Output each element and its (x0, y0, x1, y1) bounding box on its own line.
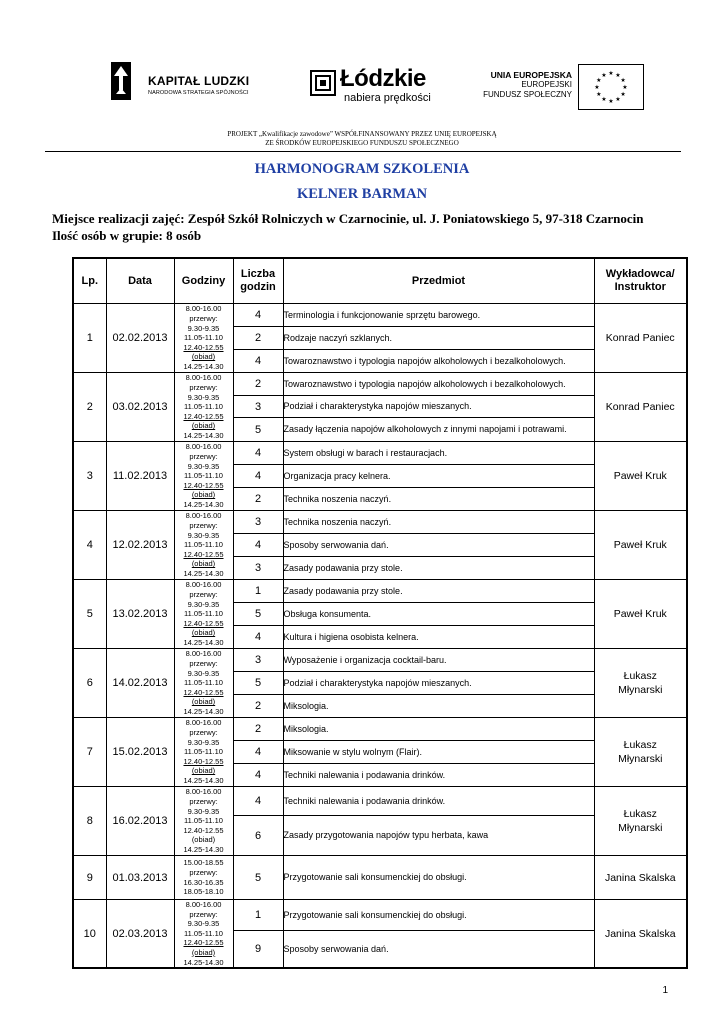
header-wykladowca (594, 258, 687, 304)
cell-subject: Towaroznawstwo i typologia napojów alkoholowych i bezalkoholowych. (283, 350, 594, 373)
kapital-ludzki-name: KAPITAŁ LUDZKI (148, 74, 250, 88)
cell-lp: 8 (73, 787, 106, 856)
page-number: 1 (662, 985, 668, 996)
cell-date: 02.03.2013 (106, 900, 174, 969)
eu-star-icon: ★ (615, 72, 621, 79)
hours-line: 16.30-16.35 (183, 877, 224, 887)
cell-hour-count: 6 (233, 816, 283, 856)
cell-subject: Zasady przygotowania napojów typu herbata, kawa (283, 816, 594, 856)
lodzkie-mark-icon (310, 70, 336, 96)
cell-hour-count: 4 (233, 442, 283, 465)
cell-lp: 5 (73, 580, 106, 649)
cell-hour-count: 3 (233, 511, 283, 534)
eu-line-2: EUROPEJSKI (521, 80, 572, 89)
cell-hour-count: 2 (233, 695, 283, 718)
instructor-name-line: Łukasz (623, 808, 657, 820)
cell-subject: Terminologia i funkcjonowanie sprzętu barowego. (283, 304, 594, 327)
cell-subject: Przygotowanie sali konsumenckiej do obsługi. (283, 856, 594, 900)
hours-line: przerwy: (189, 797, 218, 807)
hours-line: 12.40-12.55 (183, 480, 224, 490)
cell-lp: 9 (73, 856, 106, 900)
cell-subject: Obsługa konsumenta. (283, 603, 594, 626)
cell-hours (174, 511, 233, 580)
eu-line-1: UNIA EUROPEJSKA (490, 70, 572, 80)
table-row (73, 900, 687, 931)
hours-line: (obiad) (191, 421, 216, 431)
cell-subject: Podział i charakterystyka napojów mieszanych. (283, 396, 594, 418)
cell-hour-count: 5 (233, 672, 283, 695)
instructor-name-line: Konrad Paniec (605, 332, 675, 344)
hours-line: 9.30-9.35 (187, 392, 220, 402)
cell-subject: Sposoby serwowania dań. (283, 534, 594, 557)
cell-subject: Miksowanie w stylu wolnym (Flair). (283, 741, 594, 764)
cell-subject: Zasady podawania przy stole. (283, 580, 594, 603)
cell-lp: 1 (73, 304, 106, 373)
hours-line: 9.30-9.35 (187, 668, 220, 678)
cell-hour-count: 5 (233, 856, 283, 900)
hours-line: 8.00-16.00 (185, 304, 222, 314)
hours-line: 9.30-9.35 (187, 919, 220, 929)
cell-subject: Kultura i higiena osobista kelnera. (283, 626, 594, 649)
cell-hour-count: 5 (233, 418, 283, 442)
lodzkie-tagline: nabiera prędkości (344, 92, 431, 104)
cell-hour-count: 2 (233, 373, 283, 396)
hours-line: 12.40-12.55 (183, 411, 224, 421)
header-wykladowca-line-2: Instruktor (614, 281, 666, 293)
eu-star-icon: ★ (601, 72, 607, 79)
cell-hours (174, 649, 233, 718)
cell-hour-count: 4 (233, 626, 283, 649)
cell-hour-count: 5 (233, 603, 283, 626)
header-liczba-godzin (233, 258, 283, 304)
cell-hour-count: 4 (233, 534, 283, 557)
hours-line: 14.25-14.30 (183, 706, 224, 716)
cell-date: 14.02.2013 (106, 649, 174, 718)
instructor-name-line: Janina Skalska (604, 871, 676, 884)
eu-star-icon: ★ (608, 99, 614, 105)
eu-line-3: FUNDUSZ SPOŁECZNY (483, 90, 572, 99)
cell-instructor (594, 511, 687, 580)
cell-hours (174, 442, 233, 511)
page-title: HARMONOGRAM SZKOLENIA (254, 161, 470, 177)
hours-line: 8.00-16.00 (185, 442, 222, 452)
cell-date: 03.02.2013 (106, 373, 174, 442)
kapital-ludzki-symbol-icon (108, 60, 134, 102)
hours-line: 12.40-12.55 (183, 825, 224, 835)
cell-instructor (594, 856, 687, 900)
hours-line: 14.25-14.30 (183, 361, 224, 371)
cell-hour-count: 4 (233, 304, 283, 327)
eu-star-icon: ★ (620, 78, 626, 84)
hours-line: przerwy: (189, 909, 218, 919)
cell-subject: Technika noszenia naczyń. (283, 488, 594, 511)
hours-line: 9.30-9.35 (187, 323, 220, 333)
hours-line: 14.25-14.30 (183, 775, 224, 785)
hours-line: 12.40-12.55 (183, 687, 224, 697)
logo-bar (0, 52, 724, 114)
cell-hour-count: 2 (233, 488, 283, 511)
hours-line: 9.30-9.35 (187, 461, 220, 471)
table-header-row (73, 258, 687, 304)
hours-line: przerwy: (189, 659, 218, 669)
hours-line: (obiad) (191, 835, 216, 845)
kapital-ludzki-logo (90, 52, 290, 114)
cell-subject: Rodzaje naczyń szklanych. (283, 327, 594, 350)
cell-subject: Techniki nalewania i podawania drinków. (283, 764, 594, 787)
hours-line: 8.00-16.00 (185, 373, 222, 383)
hours-line: 14.25-14.30 (183, 844, 224, 854)
hours-line: 8.00-16.00 (185, 511, 222, 521)
cell-lp: 2 (73, 373, 106, 442)
hours-line: 8.00-16.00 (185, 580, 222, 590)
instructor-name-line: Paweł Kruk (613, 470, 667, 482)
hours-line: 11.05-11.10 (184, 333, 223, 343)
cell-hours (174, 856, 233, 900)
hours-line: 14.25-14.30 (183, 499, 224, 509)
hours-line: 8.00-16.00 (185, 900, 222, 909)
schedule-table (72, 257, 688, 969)
eu-flag-icon (578, 64, 644, 110)
header-lp: Lp. (73, 258, 106, 304)
hours-line: 12.40-12.55 (183, 756, 224, 766)
hours-line: przerwy: (189, 521, 218, 531)
eu-star-icon: ★ (596, 78, 602, 84)
cell-lp: 10 (73, 900, 106, 969)
hours-line: (obiad) (191, 628, 216, 638)
cell-subject: Organizacja pracy kelnera. (283, 465, 594, 488)
hours-line: 8.00-16.00 (185, 718, 222, 728)
cell-date: 01.03.2013 (106, 856, 174, 900)
cell-date: 15.02.2013 (106, 718, 174, 787)
cell-lp: 7 (73, 718, 106, 787)
table-row (73, 856, 687, 900)
cell-instructor (594, 304, 687, 373)
cell-subject: Miksologia. (283, 695, 594, 718)
cell-instructor (594, 900, 687, 969)
hours-line: 9.30-9.35 (187, 806, 220, 816)
eu-logo (458, 52, 648, 114)
lodzkie-name: Łódzkie (340, 65, 426, 92)
table-row (73, 511, 687, 534)
location-line: Miejsce realizacji zajęć: Zespół Szkół Rolniczych w Czarnocinie, ul. J. Poniatowskiego 5, 97-318 Czarnocin (52, 211, 644, 226)
hours-line: 9.30-9.35 (187, 530, 220, 540)
cell-hour-count: 3 (233, 649, 283, 672)
instructor-name-line: Młynarski (618, 684, 663, 696)
cell-hour-count: 4 (233, 741, 283, 764)
cell-hour-count: 4 (233, 787, 283, 816)
cell-hour-count: 3 (233, 557, 283, 580)
cell-date: 11.02.2013 (106, 442, 174, 511)
cell-subject: Wyposażenie i organizacja cocktail-baru. (283, 649, 594, 672)
hours-line: 14.25-14.30 (183, 430, 224, 440)
cell-instructor (594, 787, 687, 856)
cell-subject: Podział i charakterystyka napojów mieszanych. (283, 672, 594, 695)
cell-date: 13.02.2013 (106, 580, 174, 649)
cell-subject: Techniki nalewania i podawania drinków. (283, 787, 594, 816)
hours-line: (obiad) (191, 559, 216, 569)
hours-line: (obiad) (191, 352, 216, 362)
project-line-1: PROJEKT „Kwalifikacje zawodowe” WSPÓŁFINANSOWANY PRZEZ UNIĘ EUROPEJSKĄ (227, 130, 497, 138)
cell-lp: 3 (73, 442, 106, 511)
eu-star-icon: ★ (615, 97, 621, 104)
hours-line: przerwy: (189, 314, 218, 324)
kapital-ludzki-tagline: NARODOWA STRATEGIA SPÓJNOŚCI (148, 90, 249, 96)
hours-line: 9.30-9.35 (187, 599, 220, 609)
instructor-name-line: Młynarski (618, 822, 663, 834)
table-row (73, 580, 687, 603)
cell-hour-count: 1 (233, 580, 283, 603)
cell-lp: 6 (73, 649, 106, 718)
hours-line: 11.05-11.10 (184, 471, 223, 481)
cell-subject: System obsługi w barach i restauracjach. (283, 442, 594, 465)
eu-star-icon: ★ (596, 92, 602, 98)
cell-hour-count: 4 (233, 465, 283, 488)
cell-subject: Towaroznawstwo i typologia napojów alkoholowych i bezalkoholowych. (283, 373, 594, 396)
hours-line: 12.40-12.55 (183, 342, 224, 352)
cell-hour-count: 1 (233, 900, 283, 931)
instructor-name-line: Konrad Paniec (605, 401, 675, 413)
instructor-name-line: Łukasz (623, 670, 657, 682)
hours-line: 14.25-14.30 (183, 637, 224, 647)
cell-instructor (594, 649, 687, 718)
cell-instructor (594, 373, 687, 442)
hours-line: przerwy: (189, 728, 218, 738)
hours-line: 8.00-16.00 (185, 787, 222, 797)
cell-lp: 4 (73, 511, 106, 580)
cell-hours (174, 900, 233, 969)
project-note (0, 130, 724, 148)
hours-line: 11.05-11.10 (184, 540, 223, 550)
hours-line: (obiad) (191, 766, 216, 776)
instructor-name-line: Paweł Kruk (613, 539, 667, 551)
hours-line: 11.05-11.10 (184, 678, 223, 688)
instructor-name-line: Łukasz (623, 739, 657, 751)
hours-line: 18.05-18.10 (183, 887, 224, 897)
hours-line: 11.05-11.10 (184, 816, 223, 826)
cell-hours (174, 580, 233, 649)
header-godziny: Godziny (174, 258, 233, 304)
cell-subject: Miksologia. (283, 718, 594, 741)
cell-subject: Zasady łączenia napojów alkoholowych z innymi napojami i potrawami. (283, 418, 594, 442)
cell-hour-count: 2 (233, 327, 283, 350)
hours-line: 12.40-12.55 (183, 549, 224, 559)
cell-hour-count: 4 (233, 350, 283, 373)
hours-line: (obiad) (191, 490, 216, 500)
cell-hour-count: 3 (233, 396, 283, 418)
lodzkie-logo (302, 52, 438, 114)
hours-line: 12.40-12.55 (183, 618, 224, 628)
cell-hours (174, 718, 233, 787)
hours-line: 11.05-11.10 (184, 402, 223, 412)
page-subtitle: KELNER BARMAN (296, 186, 428, 202)
group-size-line: Ilość osób w grupie: 8 osób (52, 228, 202, 243)
table-row (73, 649, 687, 672)
hours-line: (obiad) (191, 947, 216, 957)
hours-line: (obiad) (191, 697, 216, 707)
table-row (73, 442, 687, 465)
cell-instructor (594, 442, 687, 511)
hours-line: przerwy: (189, 590, 218, 600)
cell-instructor (594, 580, 687, 649)
eu-star-icon: ★ (620, 92, 626, 98)
eu-star-icon: ★ (622, 85, 628, 91)
hours-line: 12.40-12.55 (183, 938, 224, 948)
hours-line: 15.00-18.55 (183, 858, 224, 868)
cell-hours (174, 304, 233, 373)
hours-line: 11.05-11.10 (184, 928, 223, 938)
eu-star-icon: ★ (594, 85, 600, 91)
header-liczba-line-1: Liczba (240, 268, 276, 280)
hours-line: przerwy: (189, 452, 218, 462)
header-data: Data (106, 258, 174, 304)
hours-line: 8.00-16.00 (185, 649, 222, 659)
header-divider (45, 151, 681, 152)
eu-star-icon: ★ (608, 71, 614, 77)
cell-hour-count: 2 (233, 718, 283, 741)
table-row (73, 787, 687, 816)
cell-subject: Zasady podawania przy stole. (283, 557, 594, 580)
instructor-name-line: Paweł Kruk (613, 608, 667, 620)
header-wykladowca-line-1: Wykładowca/ (605, 268, 675, 280)
cell-instructor (594, 718, 687, 787)
table-row (73, 718, 687, 741)
eu-star-icon: ★ (601, 97, 607, 104)
hours-line: 11.05-11.10 (184, 747, 223, 757)
project-line-2: ZE ŚRODKÓW EUROPEJSKIEGO FUNDUSZU SPOŁECZNEGO (265, 139, 459, 147)
hours-line: 14.25-14.30 (183, 568, 224, 578)
cell-date: 02.02.2013 (106, 304, 174, 373)
cell-hour-count: 4 (233, 764, 283, 787)
cell-hour-count: 9 (233, 931, 283, 968)
cell-subject: Technika noszenia naczyń. (283, 511, 594, 534)
hours-line: 11.05-11.10 (184, 609, 223, 619)
cell-date: 12.02.2013 (106, 511, 174, 580)
hours-line: przerwy: (189, 867, 218, 877)
hours-line: 9.30-9.35 (187, 737, 220, 747)
table-row (73, 304, 687, 327)
cell-subject: Sposoby serwowania dań. (283, 931, 594, 968)
cell-hours (174, 373, 233, 442)
instructor-name-line: Młynarski (618, 753, 663, 765)
hours-line: przerwy: (189, 383, 218, 393)
instructor-name-line: Janina Skalska (604, 927, 676, 940)
cell-subject: Przygotowanie sali konsumenckiej do obsługi. (283, 900, 594, 931)
cell-date: 16.02.2013 (106, 787, 174, 856)
header-przedmiot: Przedmiot (283, 258, 594, 304)
header-liczba-line-2: godzin (240, 281, 276, 293)
hours-line: 14.25-14.30 (183, 957, 224, 967)
cell-hours (174, 787, 233, 856)
table-row (73, 373, 687, 396)
